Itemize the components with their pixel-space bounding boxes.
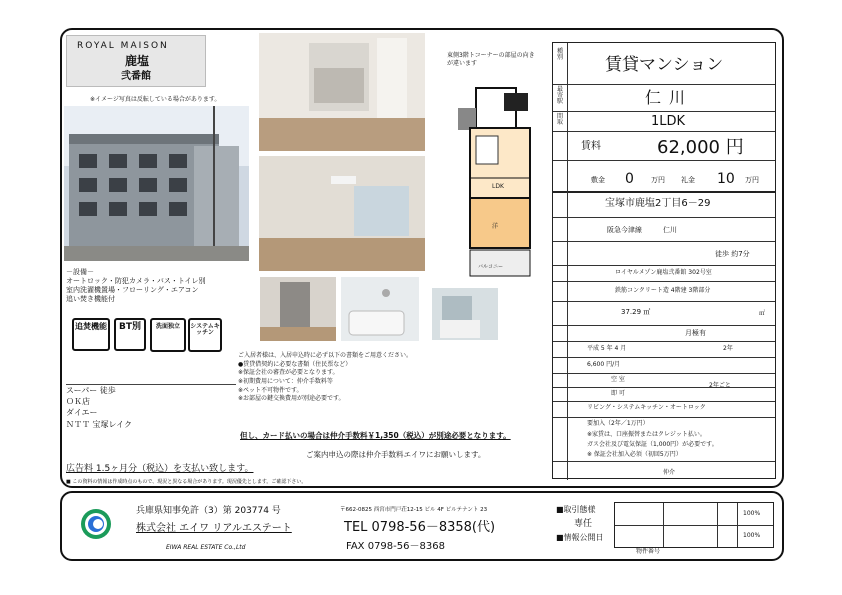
- features-title: －設備－: [66, 268, 94, 276]
- area-unit: ㎡: [759, 310, 766, 317]
- badge-washbasin: 洗面独立: [150, 318, 186, 352]
- building-name-plate: [66, 35, 206, 87]
- living-room-photo: [259, 156, 425, 271]
- washroom-photo: [432, 288, 498, 340]
- remark-1: ※家賃は、口座振替またはクレジット払い。: [587, 431, 706, 438]
- notice-inquiry: ご案内申込の際は仲介手数料エイワにお願いします。: [306, 450, 486, 459]
- notice-line-1: ご入居者様は、入居申込時に必ず以下の書類をご用意ください。: [238, 352, 413, 359]
- parking: 月極有: [685, 329, 706, 337]
- share-table: [614, 502, 774, 548]
- features-line-3: 追い焚き機能付: [66, 295, 115, 304]
- svg-text:LDK: LDK: [492, 183, 504, 190]
- building-exterior-image: [64, 106, 249, 261]
- walk-time: 徒歩 約7分: [715, 250, 750, 258]
- rent-label: 賃料: [581, 141, 601, 152]
- date-label: ■情報公開日: [556, 533, 604, 542]
- address: 宝塚市鹿塩2丁目6－29: [605, 198, 711, 209]
- share-2: 100%: [743, 532, 761, 539]
- entrance-image: [260, 277, 336, 341]
- badge-bath-toilet: BT別: [114, 318, 146, 351]
- building-exterior-photo: [64, 106, 249, 261]
- notice-line-6: ※お部屋の鍵交換費用が別途必要です。: [238, 395, 345, 403]
- company-fax: FAX 0798-56－8368: [346, 541, 445, 552]
- brand-en: ROYAL MAISON: [77, 41, 169, 51]
- layout-label: 間取: [557, 113, 564, 126]
- badge-system-kitchen: システムキッチン: [188, 318, 222, 352]
- floor-plan-drawing: [448, 78, 540, 283]
- features-line-1: オートロック・防犯カメラ・バス・トイレ別: [66, 277, 206, 286]
- trade-value: 専任: [574, 519, 593, 529]
- notice-line-2: ●賃貸借契約に必要な書類（住民票など）: [238, 360, 352, 368]
- washroom-image: [432, 288, 498, 340]
- svg-text:バルコニー: バルコニー: [478, 264, 504, 270]
- bathroom-photo: [341, 277, 419, 341]
- kitchen-photo: [259, 33, 425, 151]
- floorplan-note: 東側3階トコーナーの部屋の向きが違います: [447, 52, 535, 67]
- move-in: 即 可: [611, 390, 625, 397]
- renewal: 2年ごと: [709, 382, 731, 389]
- living-room-image: [259, 156, 425, 271]
- company-tel: TEL 0798-56－8358(代): [344, 520, 496, 535]
- status: 空 室: [611, 376, 625, 383]
- badge-reheating: 追焚機能: [72, 318, 110, 351]
- key-money-value: 10: [717, 171, 735, 187]
- notice-line-5: ※ペット不可物件です。: [238, 386, 303, 394]
- company-name: 株式会社 エイワ リアルエステート: [136, 523, 292, 534]
- listing-number-label: 物件番号: [636, 548, 661, 555]
- nearby-item-2: ＯＫ店: [66, 397, 90, 407]
- facilities: リビング・システムキッチン・オートロック: [587, 404, 706, 411]
- station-value: 仁川: [645, 88, 694, 107]
- rent-value: 62,000 円: [657, 137, 744, 158]
- nearby-item-1: スーパー 徒歩: [66, 386, 116, 395]
- nearby-item-3: ダイエー: [66, 408, 98, 418]
- key-money-unit: 万円: [745, 176, 759, 184]
- area: 37.29 ㎡: [621, 308, 651, 316]
- share-1: 100%: [743, 510, 761, 517]
- built-date: 平成 5 年 4 月: [587, 345, 627, 352]
- company-address: 〒662-0825 西宮市門戸荘12-15 ビル 4F ビルテナント 23: [340, 507, 488, 513]
- photo-caption: ※イメージ写真は反転している場合があります。: [90, 96, 221, 103]
- company-logo: [80, 508, 112, 540]
- key-money-label: 礼金: [681, 176, 695, 184]
- entrance-photo: [260, 277, 336, 341]
- kind-value: 賃貸マンション: [605, 55, 724, 75]
- deposit-label: 敷金: [591, 176, 605, 184]
- building-name-jp-2: 弐番館: [121, 71, 151, 82]
- nearby-block: [66, 384, 236, 432]
- nearby-item-4: ＮＴＴ 宝塚レイク: [66, 419, 132, 429]
- notice-underline: 但し、カード払いの場合は仲介手数料￥1,350（税込）が別途必要となります。: [240, 431, 511, 440]
- bathroom-image: [341, 277, 419, 341]
- building-name-jp: 鹿塩: [125, 54, 150, 68]
- station-label: 最寄駅: [557, 86, 564, 105]
- svg-text:洋: 洋: [492, 223, 499, 230]
- insurance: 要加入（2年／1万円）: [587, 420, 649, 427]
- remark-2: ガス会社及び電気保証（1,000円）が必要です。: [587, 441, 718, 448]
- name-row: ロイヤルメゾン鹿塩弐番館 302号室: [615, 269, 712, 276]
- train-line: 阪急今津線: [607, 226, 642, 234]
- deposit-unit: 万円: [651, 176, 665, 184]
- structure: 鉄筋コンクリート造 4階建 3階部分: [615, 287, 711, 294]
- deposit-value: 0: [625, 171, 634, 187]
- notice-line-4: ※初期費用について：仲介手数料等: [238, 378, 333, 386]
- footnote: ■ この資料の情報は作成時点のもので、現況と異なる場合があります。現況優先とします。ご確認下さい。: [66, 479, 307, 485]
- ad-fee: 広告料 1.5ヶ月分（税込）を支払い致します。: [66, 464, 254, 474]
- trade-label: ■取引態様: [556, 505, 596, 514]
- remark-3: ※ 保証会社加入必須（初回5万円）: [587, 451, 682, 458]
- train-station: 仁川: [663, 226, 677, 234]
- company-logo-icon: [80, 508, 112, 540]
- fee: 6,600 円/月: [587, 361, 621, 368]
- info-table: [552, 42, 776, 479]
- floor-plan: [448, 78, 540, 283]
- company-license: 兵庫県知事免許（3）第 203774 号: [136, 506, 281, 516]
- features-line-2: 室内洗濯機置場・フローリング・エアコン: [66, 286, 199, 295]
- notice-line-3: ※保証会社の審査が必要となります。: [238, 369, 339, 377]
- kind-label: 種別: [557, 48, 564, 61]
- layout-value: 1LDK: [651, 114, 686, 129]
- kitchen-image: [259, 33, 425, 151]
- built-age: 2年: [723, 345, 733, 352]
- trade-type: 仲介: [663, 469, 676, 476]
- company-name-en: EIWA REAL ESTATE Co.,Ltd: [166, 544, 246, 551]
- notice-block: [238, 352, 538, 442]
- features-block: [66, 268, 246, 312]
